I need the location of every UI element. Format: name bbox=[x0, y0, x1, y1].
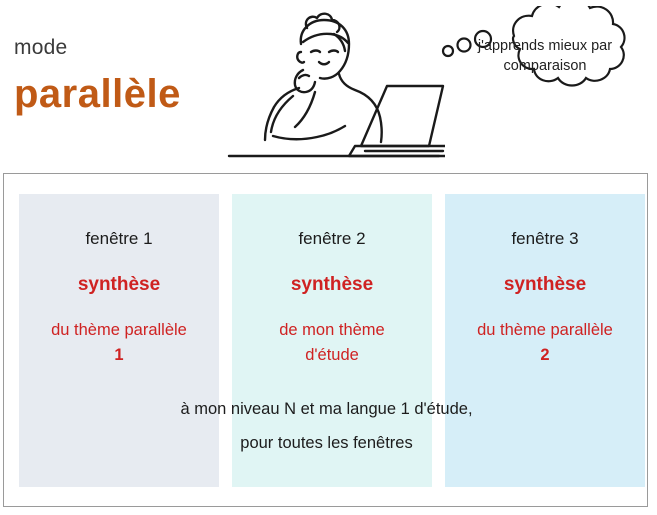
thought-bubble-text: j'apprends mieux par comparaison bbox=[477, 38, 613, 74]
column-title: fenêtre 3 bbox=[511, 229, 579, 248]
column-subtitle bbox=[445, 318, 645, 368]
column-title: fenêtre 1 bbox=[85, 229, 153, 248]
panel-footer-line-1: à mon niveau N et ma langue 1 d'étude, bbox=[180, 400, 473, 418]
page-title: parallèle bbox=[14, 72, 181, 116]
header bbox=[0, 0, 657, 172]
column-subtitle-line-1: du thème parallèle bbox=[51, 321, 187, 339]
column-title: fenêtre 2 bbox=[298, 229, 366, 248]
column-subtitle-line-1: du thème parallèle bbox=[477, 321, 613, 339]
column-subtitle-line-2: 2 bbox=[540, 346, 550, 364]
person-at-laptop-icon bbox=[215, 4, 445, 174]
column-subtitle bbox=[19, 318, 219, 368]
column-subtitle-line-2: d'étude bbox=[305, 346, 359, 364]
column-subtitle-line-1: de mon thème bbox=[279, 321, 385, 339]
column-subtitle bbox=[232, 318, 432, 368]
mode-label: mode bbox=[14, 36, 68, 59]
column-subtitle-line-2: 1 bbox=[114, 346, 124, 364]
parallel-mode-panel bbox=[3, 173, 648, 507]
panel-footer-line-2: pour toutes les fenêtres bbox=[240, 434, 413, 452]
column-synthesis-label: synthèse bbox=[503, 274, 587, 295]
column-synthesis-label: synthèse bbox=[290, 274, 374, 295]
column-synthesis-label: synthèse bbox=[77, 274, 161, 295]
